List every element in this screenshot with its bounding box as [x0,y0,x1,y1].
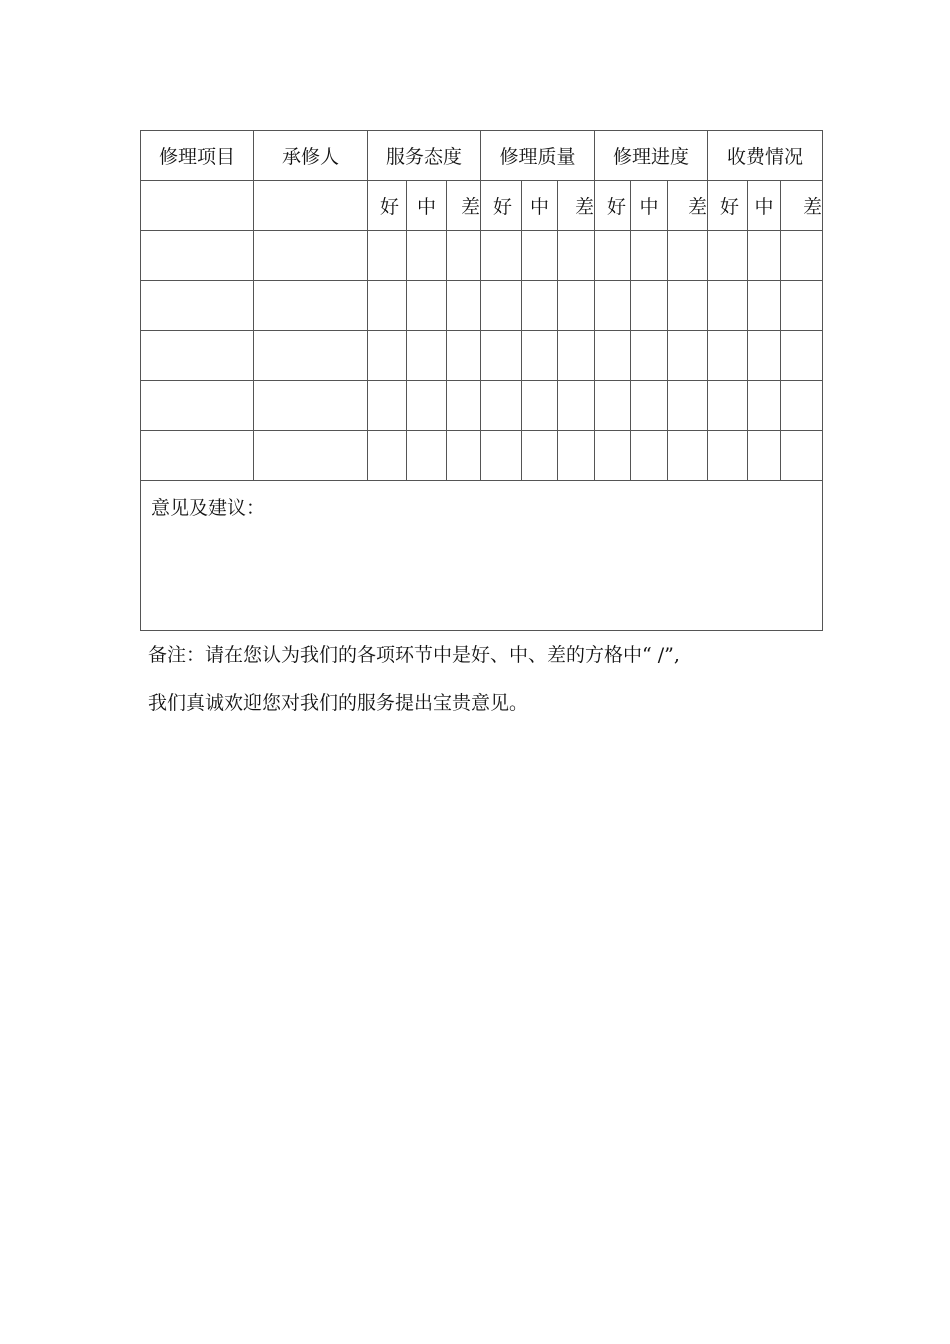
rating-cell[interactable] [708,431,748,481]
note-line-2: 我们真诚欢迎您对我们的服务提出宝贵意见。 [148,692,529,714]
header-repair-quality: 修理质量 [481,131,595,181]
rating-cell[interactable] [522,381,558,431]
rating-good-label: 好 [368,181,407,231]
rating-good-label: 好 [595,181,631,231]
rating-cell[interactable] [781,381,823,431]
rating-cell[interactable] [522,281,558,331]
rating-cell[interactable] [447,331,481,381]
rating-cell[interactable] [781,431,823,481]
rating-cell[interactable] [407,281,447,331]
rating-cell[interactable] [368,431,407,481]
rating-cell[interactable] [522,231,558,281]
rating-cell[interactable] [407,231,447,281]
rating-cell[interactable] [668,231,708,281]
header-service-attitude: 服务态度 [368,131,481,181]
opinion-field[interactable] [141,481,823,631]
rating-cell[interactable] [447,231,481,281]
header-repair-item: 修理项目 [141,131,254,181]
rating-cell[interactable] [781,231,823,281]
empty-cell [254,181,368,231]
repairer-cell[interactable] [254,331,368,381]
rating-medium-label: 中 [407,181,447,231]
rating-cell[interactable] [631,281,668,331]
repair-item-cell[interactable] [141,381,254,431]
opinion-label: 意见及建议： [151,497,266,519]
rating-cell[interactable] [368,231,407,281]
rating-good-label: 好 [708,181,748,231]
rating-cell[interactable] [481,331,522,381]
rating-cell[interactable] [595,281,631,331]
rating-cell[interactable] [558,381,595,431]
entry-rows [141,231,823,481]
rating-cell[interactable] [368,281,407,331]
rating-cell[interactable] [522,331,558,381]
rating-poor-label: 差 [781,181,823,231]
table-row [141,231,823,281]
rating-medium-label: 中 [631,181,668,231]
rating-cell[interactable] [481,381,522,431]
repairer-cell[interactable] [254,281,368,331]
rating-cell[interactable] [558,431,595,481]
rating-cell[interactable] [631,231,668,281]
header-repair-progress: 修理进度 [595,131,708,181]
rating-cell[interactable] [631,331,668,381]
rating-cell[interactable] [748,331,781,381]
rating-cell[interactable] [631,431,668,481]
rating-cell[interactable] [558,231,595,281]
rating-cell[interactable] [748,231,781,281]
rating-cell[interactable] [447,281,481,331]
rating-cell[interactable] [522,431,558,481]
table-row [141,431,823,481]
rating-cell[interactable] [708,281,748,331]
rating-cell[interactable] [447,381,481,431]
rating-cell[interactable] [668,331,708,381]
rating-cell[interactable] [668,431,708,481]
rating-cell[interactable] [368,331,407,381]
rating-cell[interactable] [407,381,447,431]
rating-cell[interactable] [447,431,481,481]
rating-cell[interactable] [407,431,447,481]
rating-cell[interactable] [595,231,631,281]
repairer-cell[interactable] [254,231,368,281]
header-charges: 收费情况 [708,131,823,181]
table-row [141,331,823,381]
header-row [141,131,823,181]
note-line-1: 备注：请在您认为我们的各项环节中是好、中、差的方格中“ /”, [148,644,680,666]
rating-cell[interactable] [668,281,708,331]
rating-poor-label: 差 [447,181,481,231]
empty-cell [141,181,254,231]
rating-cell[interactable] [708,381,748,431]
rating-cell[interactable] [781,281,823,331]
rating-cell[interactable] [368,381,407,431]
repairer-cell[interactable] [254,431,368,481]
rating-cell[interactable] [631,381,668,431]
table-row [141,281,823,331]
repair-item-cell[interactable] [141,431,254,481]
rating-cell[interactable] [748,431,781,481]
rating-poor-label: 差 [668,181,708,231]
rating-medium-label: 中 [522,181,558,231]
rating-cell[interactable] [558,281,595,331]
repairer-cell[interactable] [254,381,368,431]
rating-cell[interactable] [595,331,631,381]
rating-cell[interactable] [708,231,748,281]
rating-cell[interactable] [558,331,595,381]
rating-good-label: 好 [481,181,522,231]
repair-item-cell[interactable] [141,331,254,381]
rating-cell[interactable] [668,381,708,431]
rating-cell[interactable] [748,281,781,331]
rating-medium-label: 中 [748,181,781,231]
rating-cell[interactable] [595,381,631,431]
header-repairer: 承修人 [254,131,368,181]
opinion-row [141,481,823,631]
rating-cell[interactable] [407,331,447,381]
repair-item-cell[interactable] [141,281,254,331]
rating-poor-label: 差 [558,181,595,231]
repair-item-cell[interactable] [141,231,254,281]
rating-cell[interactable] [781,331,823,381]
rating-cell[interactable] [481,431,522,481]
rating-cell[interactable] [708,331,748,381]
rating-subheader-row [141,181,823,231]
rating-cell[interactable] [748,381,781,431]
rating-cell[interactable] [481,281,522,331]
table-row [141,381,823,431]
feedback-table [140,130,823,631]
rating-cell[interactable] [595,431,631,481]
rating-cell[interactable] [481,231,522,281]
